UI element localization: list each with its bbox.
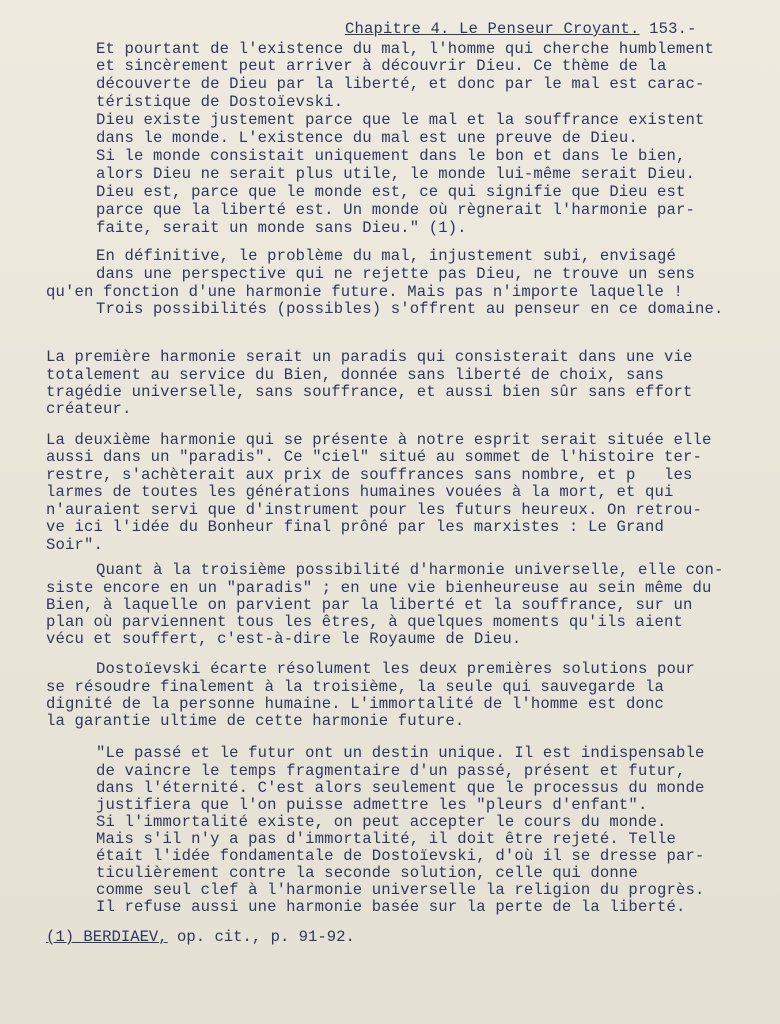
text-line: n'auraient servi que d'instrument pour les futurs heureux. On retrou- xyxy=(46,501,703,519)
text-line: dans le monde. L'existence du mal est une preuve de Dieu. xyxy=(96,129,638,147)
text-line: restre, s'achèterait aux prix de souffrances sans nombre, et p les xyxy=(46,466,693,484)
text-line: de vaincre le temps fragmentaire d'un passé, présent et futur, xyxy=(96,762,686,780)
text-line: téristique de Dostoïevski. xyxy=(96,93,344,111)
text-line: parce que la liberté est. Un monde où règnerait l'harmonie par- xyxy=(96,201,695,219)
footnote-reference: op. cit., p. 91-92. xyxy=(167,928,355,946)
text-line: et sincèrement peut arriver à découvrir Dieu. Ce thème de la xyxy=(96,57,667,75)
text-line: Soir". xyxy=(46,536,104,554)
page-header xyxy=(345,20,697,38)
text-line: Mais s'il n'y a pas d'immortalité, il doit être rejeté. Telle xyxy=(96,830,676,848)
footnote-author: (1) BERDIAEV, xyxy=(46,928,168,946)
text-line: dans une perspective qui ne rejette pas Dieu, ne trouve un sens xyxy=(96,265,695,283)
text-line: découverte de Dieu par la liberté, et donc par le mal est carac- xyxy=(96,75,705,93)
text-line: dignité de la personne humaine. L'immortalité de l'homme est donc xyxy=(46,695,665,713)
text-line: En définitive, le problème du mal, injustement subi, envisagé xyxy=(96,247,676,265)
text-line: était l'idée fondamentale de Dostoïevski, d'où il se dresse par- xyxy=(96,847,705,865)
text-line: ve ici l'idée du Bonheur final prôné par les marxistes : Le Grand xyxy=(46,518,665,536)
text-line: ticulièrement contre la seconde solution, celle qui donne xyxy=(96,864,638,882)
text-line: Trois possibilités (possibles) s'offrent au penseur en ce domaine. xyxy=(96,300,724,318)
text-line: faite, serait un monde sans Dieu." (1). xyxy=(96,219,467,237)
text-line: qu'en fonction d'une harmonie future. Mais pas n'importe laquelle ! xyxy=(46,283,684,301)
text-line: comme seul clef à l'harmonie universelle la religion du progrès. xyxy=(96,881,705,899)
text-line: Si le monde consistait uniquement dans le bon et dans le bien, xyxy=(96,147,686,165)
text-line: siste encore en un "paradis" ; en une vie bienheureuse au sein même du xyxy=(46,579,712,597)
text-line: la garantie ultime de cette harmonie future. xyxy=(46,712,465,730)
text-line: justifiera que l'on puisse admettre les "pleurs d'enfant". xyxy=(96,796,648,814)
text-line: tragédie universelle, sans souffrance, et aussi bien sûr sans effort xyxy=(46,383,693,401)
text-line: La première harmonie serait un paradis qui consisterait dans une vie xyxy=(46,348,693,366)
text-line: totalement au service du Bien, donnée sans liberté de choix, sans xyxy=(46,366,665,384)
text-line: créateur. xyxy=(46,400,132,418)
text-line: plan où parviennent tous les êtres, à quelques moments qu'ils aient xyxy=(46,613,684,631)
text-line: "Le passé et le futur ont un destin unique. Il est indispensable xyxy=(96,744,705,762)
text-line: Dieu est, parce que le monde est, ce qui signifie que Dieu est xyxy=(96,183,686,201)
text-line: larmes de toutes les générations humaines vouées à la mort, et qui xyxy=(46,483,674,501)
chapter-title: Chapitre 4. Le Penseur Croyant. xyxy=(345,20,640,38)
text-line: Dieu existe justement parce que le mal et la souffrance existent xyxy=(96,111,705,129)
text-line: alors Dieu ne serait plus utile, le monde lui-même serait Dieu. xyxy=(96,165,695,183)
text-line: aussi dans un "paradis". Ce "ciel" situé au sommet de l'histoire ter- xyxy=(46,448,703,466)
text-line: Et pourtant de l'existence du mal, l'homme qui cherche humblement xyxy=(96,40,715,58)
footnote xyxy=(46,928,355,946)
text-line: se résoudre finalement à la troisième, la seule qui sauvegarde la xyxy=(46,678,665,696)
page-number: 153.- xyxy=(649,20,697,38)
text-line: vécu et souffert, c'est-à-dire le Royaume de Dieu. xyxy=(46,630,522,648)
text-line: Il refuse aussi une harmonie basée sur la perte de la liberté. xyxy=(96,898,686,916)
text-line: Quant à la troisième possibilité d'harmonie universelle, elle con- xyxy=(96,561,724,579)
text-line: Si l'immortalité existe, on peut accepter le cours du monde. xyxy=(96,813,667,831)
text-line: Bien, à laquelle on parvient par la liberté et la souffrance, sur un xyxy=(46,596,693,614)
text-line: Dostoïevski écarte résolument les deux premières solutions pour xyxy=(96,660,695,678)
text-line: La deuxième harmonie qui se présente à notre esprit serait située elle xyxy=(46,431,712,449)
text-line: dans l'éternité. C'est alors seulement que le processus du monde xyxy=(96,779,705,797)
